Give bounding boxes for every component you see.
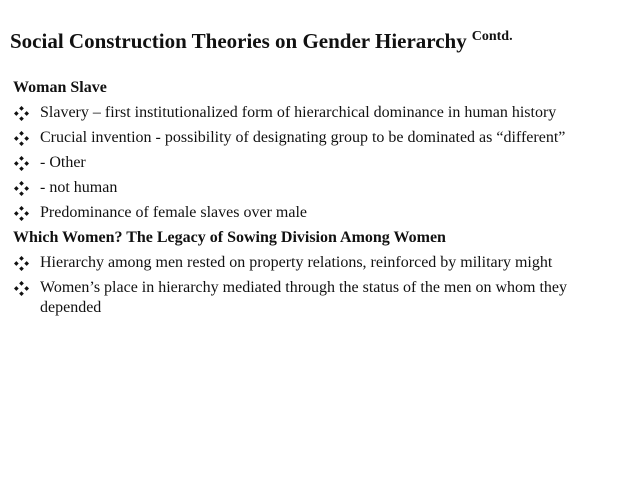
bullet-text: Predominance of female slaves over male [40, 204, 307, 221]
bullet-item [13, 178, 617, 198]
four-diamond-bullet-icon [14, 156, 29, 171]
four-diamond-bullet-icon [14, 131, 29, 146]
bullet-text: - Other [40, 154, 86, 171]
four-diamond-bullet-icon [14, 256, 29, 271]
bullet-item [13, 153, 617, 173]
bullet-text: Women’s place in hierarchy mediated through the status of the men on whom they depended [40, 279, 568, 316]
four-diamond-bullet-icon [14, 181, 29, 196]
bullet-item [13, 253, 617, 273]
slide-content [13, 78, 617, 323]
title-text: Social Construction Theories on Gender Hierarchy [10, 29, 467, 53]
title-suffix: Contd. [471, 29, 513, 44]
four-diamond-bullet-icon [14, 281, 29, 296]
section-heading-woman-slave: Woman Slave [13, 79, 107, 96]
four-diamond-bullet-icon [14, 206, 29, 221]
bullet-text: Hierarchy among men rested on property relations, reinforced by military might [40, 254, 553, 271]
section-heading-which-women: Which Women? The Legacy of Sowing Division Among Women [13, 229, 446, 246]
slide-title [10, 30, 513, 52]
bullet-item [13, 203, 617, 223]
bullet-text: Crucial invention - possibility of designating group to be dominated as “different” [40, 129, 566, 146]
bullet-item [13, 128, 617, 148]
bullet-text: - not human [40, 179, 118, 196]
bullet-text: Slavery – first institutionalized form of hierarchical dominance in human history [40, 104, 557, 121]
bullet-item [13, 278, 617, 318]
bullet-item [13, 103, 617, 123]
four-diamond-bullet-icon [14, 106, 29, 121]
